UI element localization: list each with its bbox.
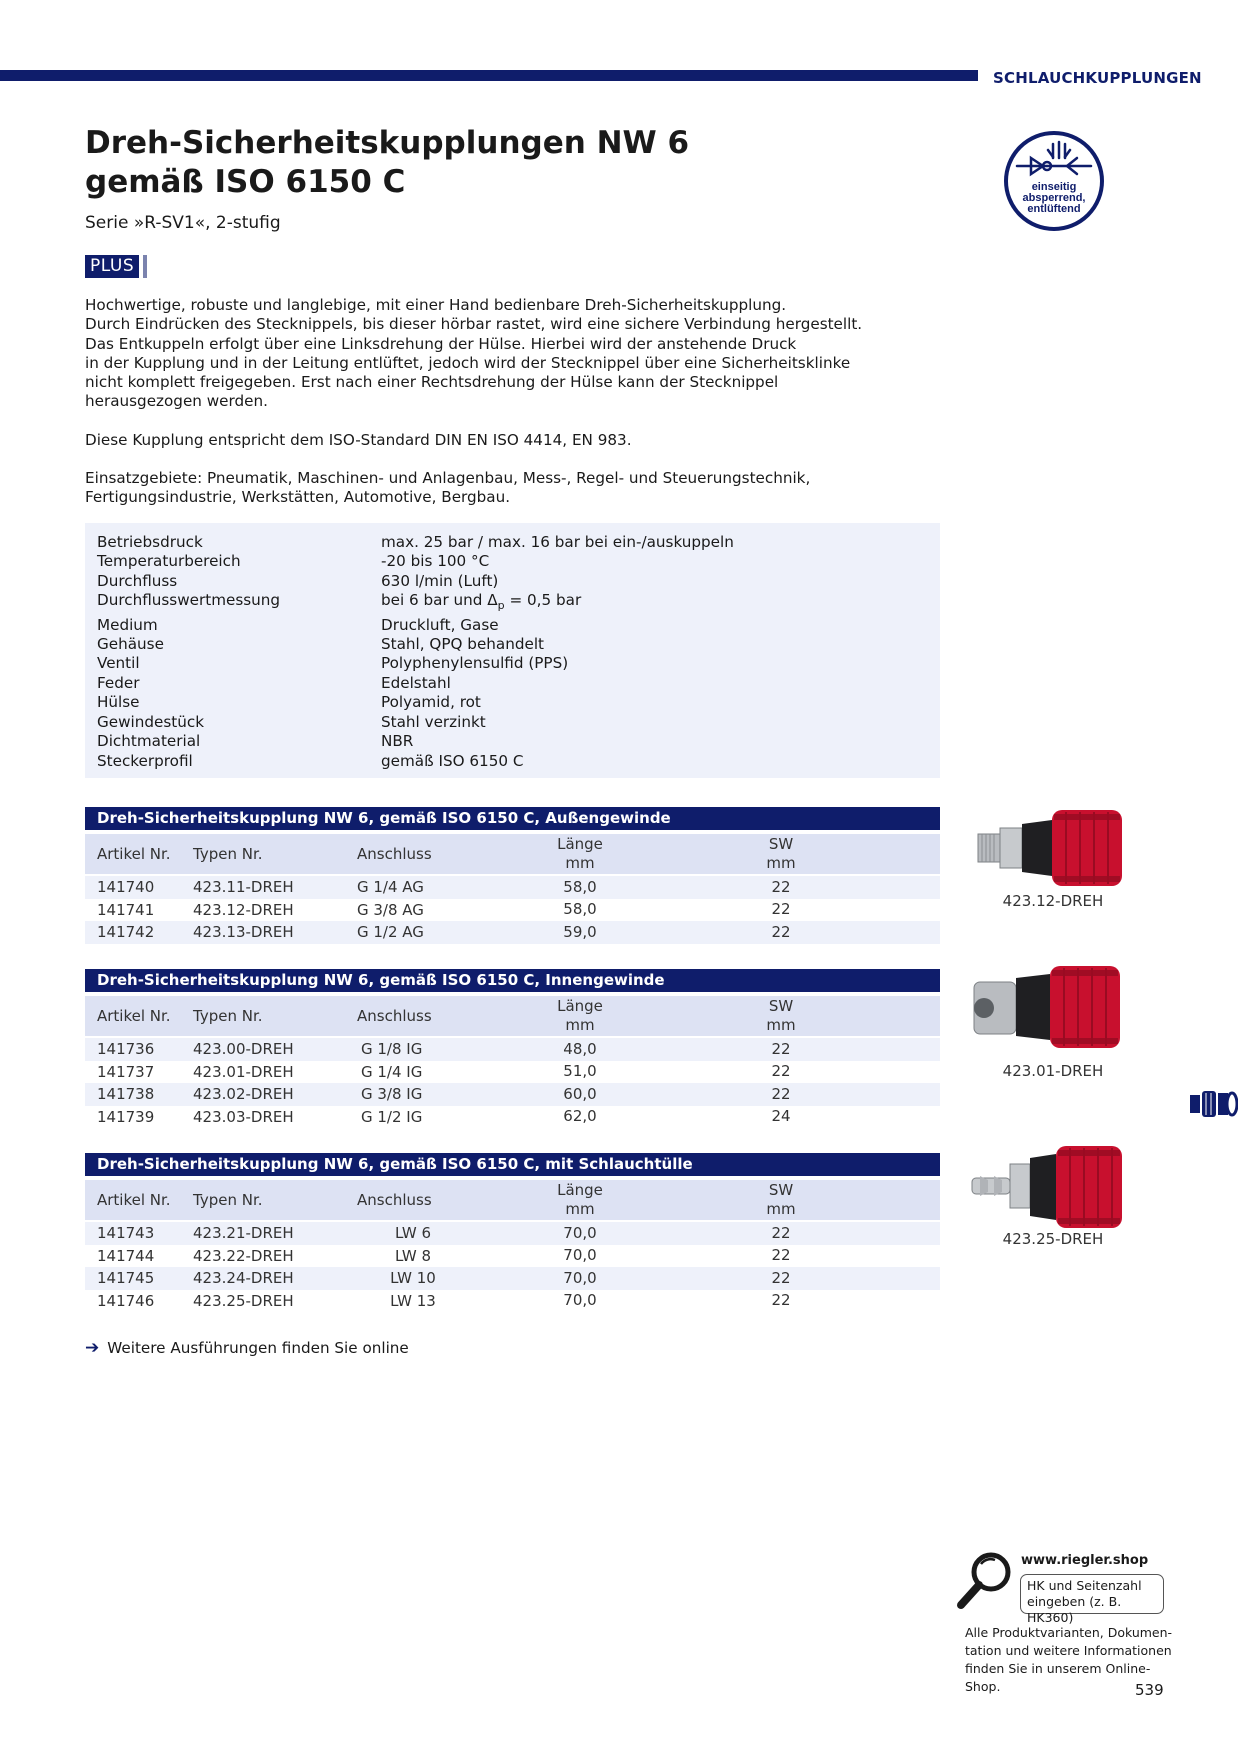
spec-key: Feder	[97, 673, 140, 692]
spec-key: Ventil	[97, 654, 140, 673]
valve-function-icon	[1003, 130, 1105, 232]
col-sw	[681, 997, 881, 1035]
col-sw-unit: mm	[766, 1016, 796, 1034]
cell-anschluss: G 1/8 IG	[361, 1040, 423, 1059]
product-image-hose-barb	[970, 1140, 1180, 1240]
cell-typen: 423.03-DREH	[193, 1107, 294, 1126]
spec-key: Durchflusswertmessung	[97, 591, 281, 610]
col-laenge-label: Länge	[557, 1181, 603, 1199]
table-body	[85, 1222, 940, 1312]
spec-value: Stahl verzinkt	[381, 712, 486, 731]
table-row	[85, 1061, 940, 1084]
table-row	[85, 1290, 940, 1313]
cell-sw: 22	[771, 922, 791, 941]
shop-hint-line: eingeben (z. B. HK360)	[1027, 1594, 1122, 1625]
col-anschluss: Anschluss	[357, 845, 432, 863]
shop-note-line: Alle Produktvarianten, Dokumen-	[965, 1625, 1173, 1640]
spec-value: max. 25 bar / max. 16 bar bei ein-/auskuppeln	[381, 533, 734, 551]
table-heading: Dreh-Sicherheitskupplung NW 6, gemäß ISO 6150 C, Außengewinde	[85, 807, 940, 830]
spec-row	[97, 693, 928, 712]
spec-row	[97, 533, 928, 552]
cell-sw: 22	[771, 1268, 791, 1287]
desc-line: Hochwertige, robuste und langlebige, mit einer Hand bedienbare Dreh-Sicherheitskupplung.	[85, 296, 787, 314]
spec-value: gemäß ISO 6150 C	[381, 751, 524, 770]
plus-badge-bar	[143, 255, 147, 278]
spec-value: Edelstahl	[381, 673, 451, 692]
cell-laenge: 58,0	[563, 900, 597, 919]
shop-search-hint	[1020, 1574, 1164, 1625]
table-row	[85, 876, 940, 899]
spec-key: Dichtmaterial	[97, 732, 201, 751]
col-laenge-unit: mm	[565, 1200, 595, 1218]
col-laenge-unit: mm	[565, 1016, 595, 1034]
table-column-headers	[85, 1180, 940, 1220]
description-applications	[85, 469, 885, 508]
series-subtitle: Serie »R-SV1«, 2-stufig	[85, 213, 281, 233]
cell-typen: 423.21-DREH	[193, 1224, 294, 1243]
shop-hint-line: HK und Seitenzahl	[1027, 1578, 1142, 1593]
cell-artikel: 141744	[97, 1246, 155, 1265]
cell-typen: 423.00-DREH	[193, 1040, 294, 1059]
cell-sw: 22	[771, 1084, 791, 1103]
cell-artikel: 141741	[97, 900, 155, 919]
table-heading: Dreh-Sicherheitskupplung NW 6, gemäß ISO 6150 C, mit Schlauchtülle	[85, 1153, 940, 1176]
cell-typen: 423.12-DREH	[193, 900, 294, 919]
table-body	[85, 876, 940, 944]
desc-line: in der Kupplung und in der Leitung entlüftet, jedoch wird der Stecknippel über eine Sicherheitsklinke	[85, 353, 851, 372]
shop-url[interactable]: www.riegler.shop	[1021, 1553, 1149, 1568]
cell-sw: 22	[771, 1291, 791, 1310]
cell-laenge: 60,0	[563, 1084, 597, 1103]
spec-value: -20 bis 100 °C	[381, 552, 490, 571]
col-laenge	[495, 835, 665, 873]
title-line-1: Dreh-Sicherheitskupplungen NW 6	[85, 125, 690, 161]
table-column-headers	[85, 996, 940, 1036]
title-line-2: gemäß ISO 6150 C	[85, 164, 406, 200]
product-label: 423.25-DREH	[1002, 1230, 1104, 1248]
spec-key: Hülse	[97, 693, 140, 712]
icon-text-3: entlüftend	[1027, 203, 1081, 215]
cell-anschluss: LW 13	[390, 1291, 436, 1310]
cell-anschluss: G 3/8 AG	[357, 900, 424, 919]
table-row	[85, 921, 940, 944]
page-title	[85, 124, 689, 202]
spec-row	[97, 635, 928, 654]
cell-laenge: 70,0	[563, 1246, 597, 1265]
cell-laenge: 62,0	[563, 1107, 597, 1126]
col-typen: Typen Nr.	[193, 1191, 263, 1209]
cell-typen: 423.25-DREH	[193, 1291, 294, 1310]
section-label: SCHLAUCHKUPPLUNGEN	[993, 69, 1202, 87]
product-label: 423.12-DREH	[1002, 892, 1104, 910]
col-anschluss: Anschluss	[357, 1191, 432, 1209]
cell-anschluss: G 1/2 AG	[357, 923, 424, 942]
spec-value: 630 l/min (Luft)	[381, 571, 499, 590]
spec-table	[85, 523, 940, 778]
shop-note-line: finden Sie in unserem Online-Shop.	[965, 1661, 1151, 1694]
cell-laenge: 51,0	[563, 1062, 597, 1081]
cell-sw: 22	[771, 900, 791, 919]
cell-anschluss: LW 6	[394, 1224, 432, 1243]
col-sw-label: SW	[768, 835, 794, 853]
spec-row	[97, 591, 928, 615]
cell-laenge: 59,0	[563, 922, 597, 941]
col-anschluss: Anschluss	[357, 1007, 432, 1025]
spec-key: Betriebsdruck	[97, 533, 203, 551]
cell-laenge: 70,0	[563, 1223, 597, 1242]
col-artikel: Artikel Nr.	[97, 1007, 171, 1025]
product-table-hose-barb	[85, 1153, 940, 1312]
cell-artikel: 141737	[97, 1062, 155, 1081]
col-sw-unit: mm	[766, 854, 796, 872]
spec-value	[381, 591, 928, 615]
icon-text-1: einseitig	[1031, 181, 1077, 193]
col-laenge	[495, 1181, 665, 1219]
magnifier-icon	[955, 1550, 1015, 1612]
col-artikel: Artikel Nr.	[97, 845, 171, 863]
plus-badge	[85, 255, 147, 278]
spec-value: Polyphenylensulfid (PPS)	[381, 654, 569, 673]
desc-line: nicht komplett freigegeben. Erst nach einer Rechtsdrehung der Hülse kann der Stecknippel	[85, 373, 779, 392]
desc-line: Fertigungsindustrie, Werkstätten, Automotive, Bergbau.	[85, 488, 511, 507]
product-table-female-thread	[85, 969, 940, 1128]
spec-key: Gehäuse	[97, 635, 164, 654]
cell-anschluss: G 1/4 IG	[361, 1062, 423, 1081]
table-row	[85, 1222, 940, 1245]
cell-artikel: 141746	[97, 1291, 155, 1310]
header-rule	[0, 70, 978, 81]
spec-value: Druckluft, Gase	[381, 615, 499, 634]
product-image-female-thread	[970, 960, 1180, 1060]
spec-key: Steckerprofil	[97, 751, 193, 770]
product-image-male-thread	[970, 802, 1180, 902]
col-sw-label: SW	[768, 1181, 794, 1199]
icon-text-2: absperrend,	[1022, 192, 1086, 204]
coupling-drawing	[972, 1146, 1122, 1228]
col-laenge	[495, 997, 665, 1035]
spec-value: NBR	[381, 732, 414, 751]
col-sw-label: SW	[768, 997, 794, 1015]
cell-typen: 423.01-DREH	[193, 1062, 294, 1081]
spec-value-sub: p	[497, 599, 505, 613]
desc-line: Das Entkuppeln erfolgt über eine Linksdrehung der Hülse. Hierbei wird der anstehende Druck	[85, 334, 797, 353]
cell-sw: 24	[771, 1107, 791, 1126]
spec-row	[97, 654, 928, 673]
cell-sw: 22	[771, 1246, 791, 1265]
plus-badge-label: PLUS	[85, 255, 139, 278]
table-column-headers	[85, 834, 940, 874]
spec-row	[97, 572, 928, 591]
page-number: 539	[1135, 1681, 1164, 1699]
spec-value: Polyamid, rot	[381, 693, 481, 712]
cell-laenge: 48,0	[563, 1039, 597, 1058]
cell-typen: 423.11-DREH	[193, 878, 294, 897]
col-sw-unit: mm	[766, 1200, 796, 1218]
cell-anschluss: G 1/2 IG	[361, 1107, 423, 1126]
cell-artikel: 141736	[97, 1040, 155, 1059]
spec-key: Temperaturbereich	[97, 552, 241, 571]
coupling-drawing	[978, 810, 1122, 886]
cell-laenge: 58,0	[563, 877, 597, 896]
desc-line: herausgezogen werden.	[85, 392, 268, 411]
coupling-tab-icon	[1190, 1089, 1238, 1119]
more-variants-text: Weitere Ausführungen finden Sie online	[107, 1339, 409, 1357]
col-typen: Typen Nr.	[193, 1007, 263, 1025]
table-body	[85, 1038, 940, 1128]
cell-typen: 423.13-DREH	[193, 923, 294, 942]
table-row	[85, 1267, 940, 1290]
coupling-drawing	[974, 966, 1120, 1048]
spec-row	[97, 713, 928, 732]
spec-value: Stahl, QPQ behandelt	[381, 635, 544, 654]
more-variants-link[interactable]	[85, 1338, 409, 1358]
spec-value-post: = 0,5 bar	[504, 591, 582, 610]
spec-row	[97, 752, 928, 771]
cell-typen: 423.24-DREH	[193, 1269, 294, 1288]
product-table-male-thread	[85, 807, 940, 944]
spec-key: Medium	[97, 615, 158, 634]
table-row	[85, 899, 940, 922]
cell-sw: 22	[771, 877, 791, 896]
spec-row	[97, 674, 928, 693]
table-row	[85, 1038, 940, 1061]
col-sw	[681, 1181, 881, 1219]
cell-artikel: 141738	[97, 1085, 155, 1104]
spec-value-pre: bei 6 bar und Δ	[381, 591, 498, 610]
desc-line: Einsatzgebiete: Pneumatik, Maschinen- und Anlagenbau, Mess-, Regel- und Steuerungstechnik,	[85, 469, 811, 488]
spec-row	[97, 616, 928, 635]
cell-sw: 22	[771, 1062, 791, 1081]
col-typen: Typen Nr.	[193, 845, 263, 863]
table-row	[85, 1106, 940, 1129]
shop-note-line: tation und weitere Informationen	[965, 1643, 1172, 1658]
cell-laenge: 70,0	[563, 1291, 597, 1310]
cell-typen: 423.22-DREH	[193, 1246, 294, 1265]
spec-row	[97, 552, 928, 571]
product-label: 423.01-DREH	[1002, 1062, 1104, 1080]
col-laenge-label: Länge	[557, 835, 603, 853]
description-standard: Diese Kupplung entspricht dem ISO-Standard DIN EN ISO 4414, EN 983.	[85, 430, 632, 449]
spec-key: Gewindestück	[97, 712, 205, 731]
table-row	[85, 1245, 940, 1268]
cell-artikel: 141745	[97, 1269, 155, 1288]
spec-key: Durchfluss	[97, 571, 178, 590]
cell-typen: 423.02-DREH	[193, 1085, 294, 1104]
table-row	[85, 1083, 940, 1106]
cell-anschluss: G 3/8 IG	[361, 1085, 423, 1104]
cell-sw: 22	[771, 1039, 791, 1058]
cell-artikel: 141740	[97, 878, 155, 897]
cell-anschluss: LW 8	[394, 1246, 432, 1265]
cell-laenge: 70,0	[563, 1268, 597, 1287]
arrow-right-icon: ➔	[85, 1338, 100, 1358]
desc-line: Durch Eindrücken des Stecknippels, bis dieser hörbar rastet, wird eine sichere Verbindung hergestellt.	[85, 315, 863, 334]
cell-artikel: 141742	[97, 923, 155, 942]
cell-anschluss: LW 10	[390, 1269, 436, 1288]
col-artikel: Artikel Nr.	[97, 1191, 171, 1209]
table-heading: Dreh-Sicherheitskupplung NW 6, gemäß ISO 6150 C, Innengewinde	[85, 969, 940, 992]
cell-sw: 22	[771, 1223, 791, 1242]
col-laenge-label: Länge	[557, 997, 603, 1015]
cell-artikel: 141739	[97, 1107, 155, 1126]
description-intro	[85, 296, 885, 412]
cell-anschluss: G 1/4 AG	[357, 878, 424, 897]
cell-artikel: 141743	[97, 1224, 155, 1243]
col-laenge-unit: mm	[565, 854, 595, 872]
col-sw	[681, 835, 881, 873]
product-description	[85, 296, 885, 527]
spec-row	[97, 732, 928, 751]
